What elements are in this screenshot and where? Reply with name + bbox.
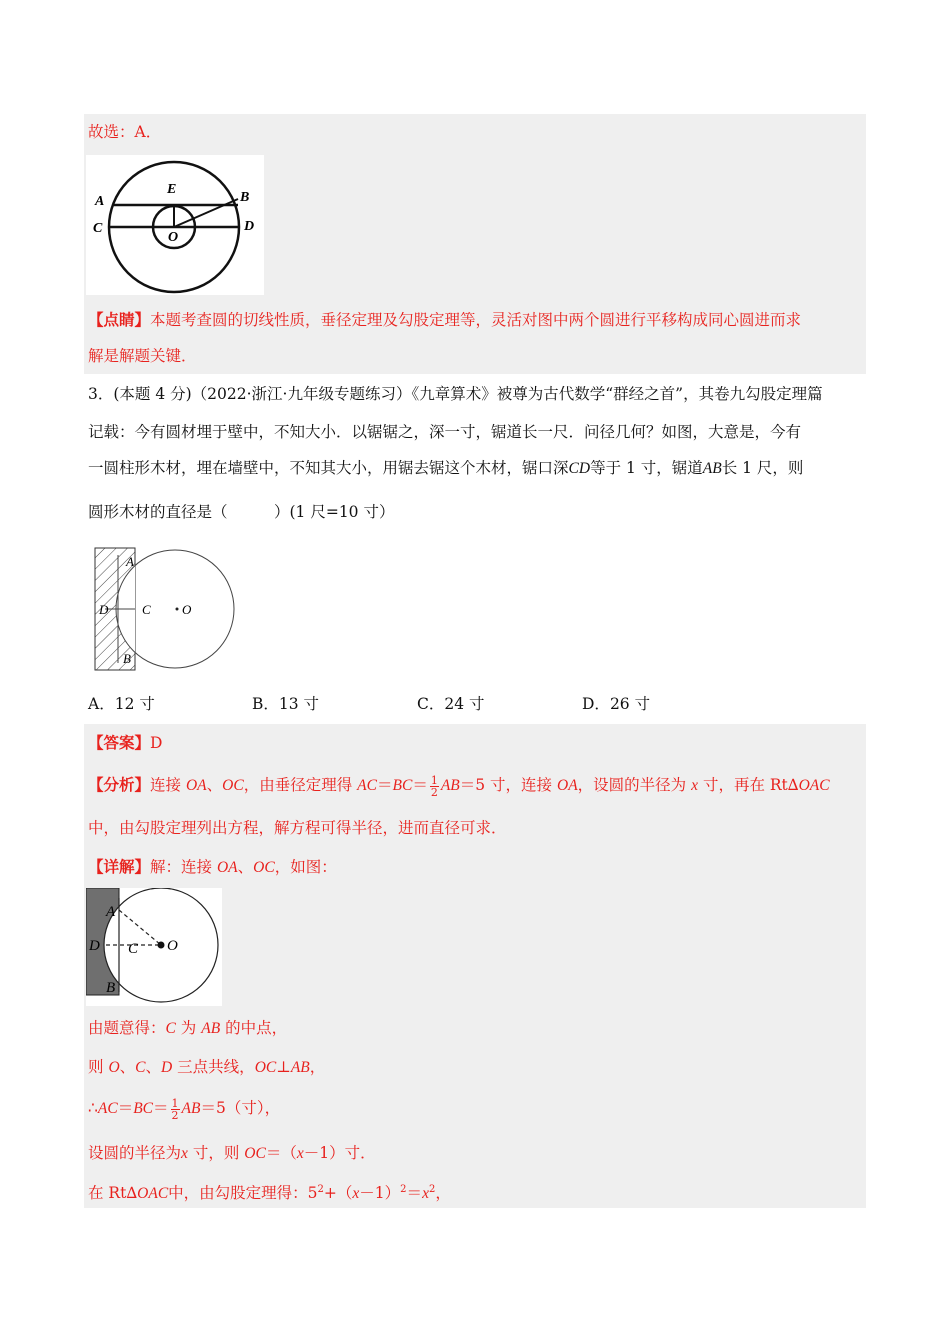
fraction-half: $\frac{1}{2}$	[430, 773, 438, 799]
var-cd: CD	[568, 460, 591, 477]
var-ab: AB	[702, 460, 722, 477]
comment-line-2: 解是解题关键．	[88, 347, 197, 365]
option-c[interactable]: C．24 寸	[417, 695, 485, 713]
comment-tag: 【点睛】	[88, 310, 151, 329]
step-4: 设圆的半径为x 寸，则 OC＝（x－1）寸．	[88, 1144, 376, 1162]
step-1: 由题意得：C 为 AB 的中点，	[88, 1019, 288, 1037]
fig2-label-b: B	[123, 651, 131, 666]
fig2-label-c: C	[142, 602, 151, 617]
question-line-3	[88, 456, 803, 481]
comment-line-1	[88, 308, 801, 332]
figure-concentric-circles	[86, 155, 264, 295]
question-text-3a: 一圆柱形木材，埋在墙壁中，不知其大小，用锯去锯这个木材，锯口深	[88, 459, 569, 477]
fig1-label-c: C	[93, 221, 103, 236]
option-a[interactable]: A．12 寸	[88, 695, 155, 713]
fraction-half-2: $\frac{1}{2}$	[171, 1096, 179, 1122]
question-text-3c: 长 1 尺，则	[721, 459, 804, 477]
question-line-2: 记载：今有圆材埋于壁中，不知大小．以锯锯之，深一寸，锯道长一尺．问径几何？如图，大意是，今有	[88, 423, 802, 441]
question-line-1	[88, 382, 823, 406]
figure-detail	[86, 888, 222, 1006]
answer-line	[88, 731, 162, 755]
detail-line-1: 【详解】解：连接 OA、OC，如图：	[88, 857, 337, 876]
question-line-4: 圆形木材的直径是（ ）(1 尺=10 寸）	[88, 503, 395, 521]
fig2-label-a: A	[126, 554, 134, 569]
fig2-label-o: O	[182, 602, 192, 617]
answer-value: D	[150, 734, 163, 752]
step-5: 在 Rt∆OAC中，由勾股定理得：$5^2+(x-1)^2=x^2$，	[88, 1184, 451, 1203]
fig1-label-a: A	[95, 194, 105, 209]
answer-tag: 【答案】	[88, 733, 151, 752]
fig2-label-d: D	[99, 602, 109, 617]
question-text-3b: 等于 1 寸，锯道	[590, 459, 703, 477]
option-b[interactable]: B．13 寸	[252, 695, 320, 713]
analysis-line-1: 【分析】连接 OA、OC，由垂径定理得 AC＝BC＝ $\frac{1}{2}$ AB＝5 寸，连接 OA，设圆的半径为 x 寸，再在 Rt∆OAC	[88, 773, 830, 799]
fig3-label-b: B	[106, 980, 116, 996]
question-number: 3．(本题 4 分)	[88, 385, 192, 403]
step-2: 则 O、C、D 三点共线，OC⊥AB，	[88, 1058, 326, 1076]
choice-line: 故选：A．	[88, 123, 162, 141]
fig3-label-a: A	[106, 904, 116, 920]
step-3: ∴AC＝BC＝ $\frac{1}{2}$ AB＝5（寸），	[88, 1096, 281, 1122]
fig3-label-o: O	[167, 938, 178, 954]
fig1-label-d: D	[244, 219, 255, 234]
question-text-1: （2022·浙江·九年级专题练习）《九章算术》被尊为古代数学“群经之首”，其卷九勾股定理篇	[191, 385, 823, 403]
fig1-label-e: E	[167, 182, 177, 197]
analysis-line-2: 中，由勾股定理列出方程，解方程可得半径，进而直径可求．	[88, 819, 507, 837]
fig1-label-o: O	[168, 230, 179, 245]
fig3-label-c: C	[128, 941, 139, 957]
figure-log-in-wall	[90, 540, 242, 674]
option-d[interactable]: D．26 寸	[582, 695, 651, 713]
comment-text-1: 本题考查圆的切线性质，垂径定理及勾股定理等，灵活对图中两个圆进行平移构成同心圆进而求	[150, 311, 802, 329]
fig1-label-b: B	[240, 190, 250, 205]
fig3-label-d: D	[89, 938, 100, 954]
